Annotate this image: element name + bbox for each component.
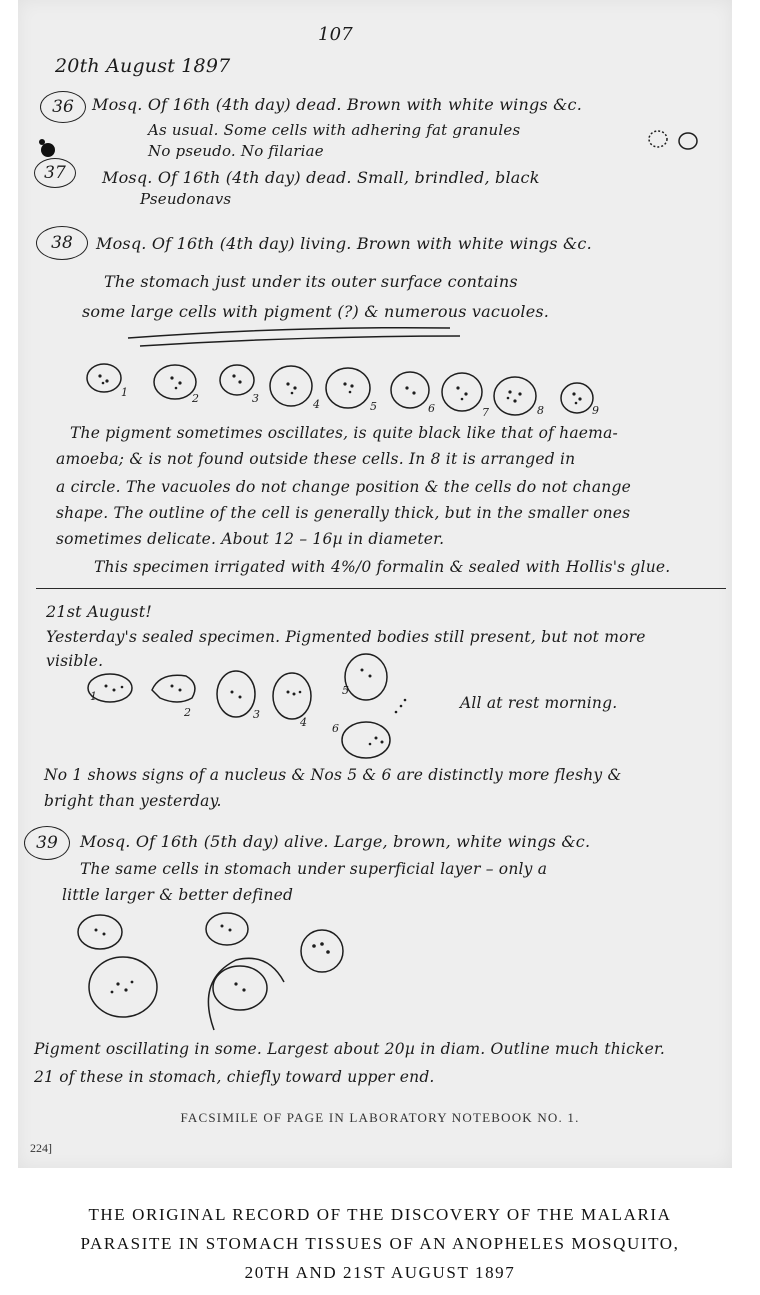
entry-39-line-1: Mosq. Of 16th (5th day) alive. Large, brown, white wings &c. xyxy=(80,832,591,851)
aug21-cell-6 xyxy=(342,722,390,758)
final-text-line-2: 21 of these in stomach, chiefly toward upper end. xyxy=(34,1068,435,1086)
aug21-text-line-1: Yesterday's sealed specimen. Pigmented bodies still present, but not more xyxy=(46,628,646,646)
aug21-cell-2 xyxy=(152,675,195,702)
cell-sketch-8 xyxy=(494,377,536,415)
cell-label-9: 9 xyxy=(592,404,599,417)
entry-number-36: 36 xyxy=(40,91,86,123)
stomach-text-line-2: some large cells with pigment (?) & numerous vacuoles. xyxy=(82,302,550,321)
ink-blot xyxy=(41,143,55,157)
underline-2 xyxy=(140,336,460,346)
pigment-text-line-1: The pigment sometimes oscillates, is quite black like that of haema- xyxy=(70,424,618,442)
cell-label-1: 1 xyxy=(121,386,128,399)
cell-label-2: 2 xyxy=(192,392,199,405)
page-number: 224] xyxy=(30,1141,52,1155)
cell-sketch-5 xyxy=(326,368,370,408)
aug21-label-2: 2 xyxy=(184,706,191,719)
entry-36-line-3: No pseudo. No filariae xyxy=(148,142,324,160)
entry-number-37: 37 xyxy=(34,158,76,188)
cell-label-3: 3 xyxy=(252,392,259,405)
aug21-cell-5 xyxy=(345,654,387,700)
aug21-label-5: 5 xyxy=(342,684,349,697)
aug21-cell-3 xyxy=(217,671,255,717)
pigment-text-line-3: a circle. The vacuoles do not change position & the cells do not change xyxy=(56,478,631,496)
entry-39-line-2: The same cells in stomach under superficial layer – only a xyxy=(80,860,548,878)
e39-cell-4 xyxy=(89,957,157,1017)
aug21-cell-4 xyxy=(273,673,311,719)
aug21-side-note: All at rest morning. xyxy=(460,694,618,712)
aug21-after-line-2: bright than yesterday. xyxy=(44,792,222,810)
cell-label-6: 6 xyxy=(428,402,435,415)
entry-number-38: 38 xyxy=(36,226,88,260)
e39-cell-5 xyxy=(213,966,267,1010)
e39-cell-2 xyxy=(206,913,248,945)
cell-sketch-1 xyxy=(87,364,121,392)
pigment-text-line-2: amoeba; & is not found outside these cells. In 8 it is arranged in xyxy=(56,450,576,468)
pigment-text-line-5: sometimes delicate. About 12 – 16µ in diameter. xyxy=(56,530,445,548)
plate-caption-line-2: PARASITE IN STOMACH TISSUES OF AN ANOPHELES MOSQUITO, xyxy=(80,1234,680,1253)
cell-label-8: 8 xyxy=(537,404,544,417)
aug21-label-4: 4 xyxy=(300,716,307,729)
entry-37-line-2: Pseudonavs xyxy=(140,190,232,208)
cell-sketch-small-b xyxy=(679,133,697,149)
cell-sketch-7 xyxy=(442,373,482,411)
cell-sketch-small-a xyxy=(649,131,667,147)
cell-label-5: 5 xyxy=(370,400,377,413)
cell-sketch-9 xyxy=(561,383,593,413)
stomach-text-line-1: The stomach just under its outer surface contains xyxy=(104,272,518,291)
pigment-text-line-4: shape. The outline of the cell is generally thick, but in the smaller ones xyxy=(56,504,631,522)
final-text-line-1: Pigment oscillating in some. Largest about 20µ in diam. Outline much thicker. xyxy=(34,1040,665,1058)
aug21-label-6: 6 xyxy=(332,722,339,735)
entry-37-line-1: Mosq. Of 16th (4th day) dead. Small, brindled, black xyxy=(102,168,540,187)
aug21-label-1: 1 xyxy=(90,690,97,703)
e39-cell-1 xyxy=(78,915,122,949)
aug21-label-3: 3 xyxy=(253,708,260,721)
cell-sketch-4 xyxy=(270,366,312,406)
date-21-august: 21st August! xyxy=(46,602,152,621)
cell-sketch-2 xyxy=(154,365,196,399)
entry-36-line-1: Mosq. Of 16th (4th day) dead. Brown with white wings &c. xyxy=(92,95,583,114)
aug21-after-line-1: No 1 shows signs of a nucleus & Nos 5 & 6 are distinctly more fleshy & xyxy=(44,766,622,784)
date-20-august: 20th August 1897 xyxy=(55,55,231,77)
aug21-text-line-2: visible. xyxy=(46,652,104,670)
e39-cell-3 xyxy=(301,930,343,972)
entry-38-line-1: Mosq. Of 16th (4th day) living. Brown with white wings &c. xyxy=(96,234,592,253)
cell-sketch-6 xyxy=(391,372,429,408)
entry-39-line-3: little larger & better defined xyxy=(62,886,294,904)
pigment-text-line-6: This specimen irrigated with 4%/0 formalin & sealed with Hollis's glue. xyxy=(94,558,671,576)
cell-label-4: 4 xyxy=(313,398,320,411)
plate-caption-line-3: 20TH AND 21ST AUGUST 1897 xyxy=(244,1263,516,1282)
e39-outline-stroke xyxy=(208,958,284,1030)
cell-sketch-3 xyxy=(220,365,254,395)
cell-label-7: 7 xyxy=(482,406,489,419)
notebook-caption: FACSIMILE OF PAGE IN LABORATORY NOTEBOOK NO. 1. xyxy=(180,1110,580,1125)
folio-number: 107 xyxy=(318,24,353,45)
entry-number-39: 39 xyxy=(24,826,70,860)
plate-caption-line-1: THE ORIGINAL RECORD OF THE DISCOVERY OF THE MALARIA xyxy=(88,1205,672,1224)
entry-36-line-2: As usual. Some cells with adhering fat granules xyxy=(148,121,521,139)
